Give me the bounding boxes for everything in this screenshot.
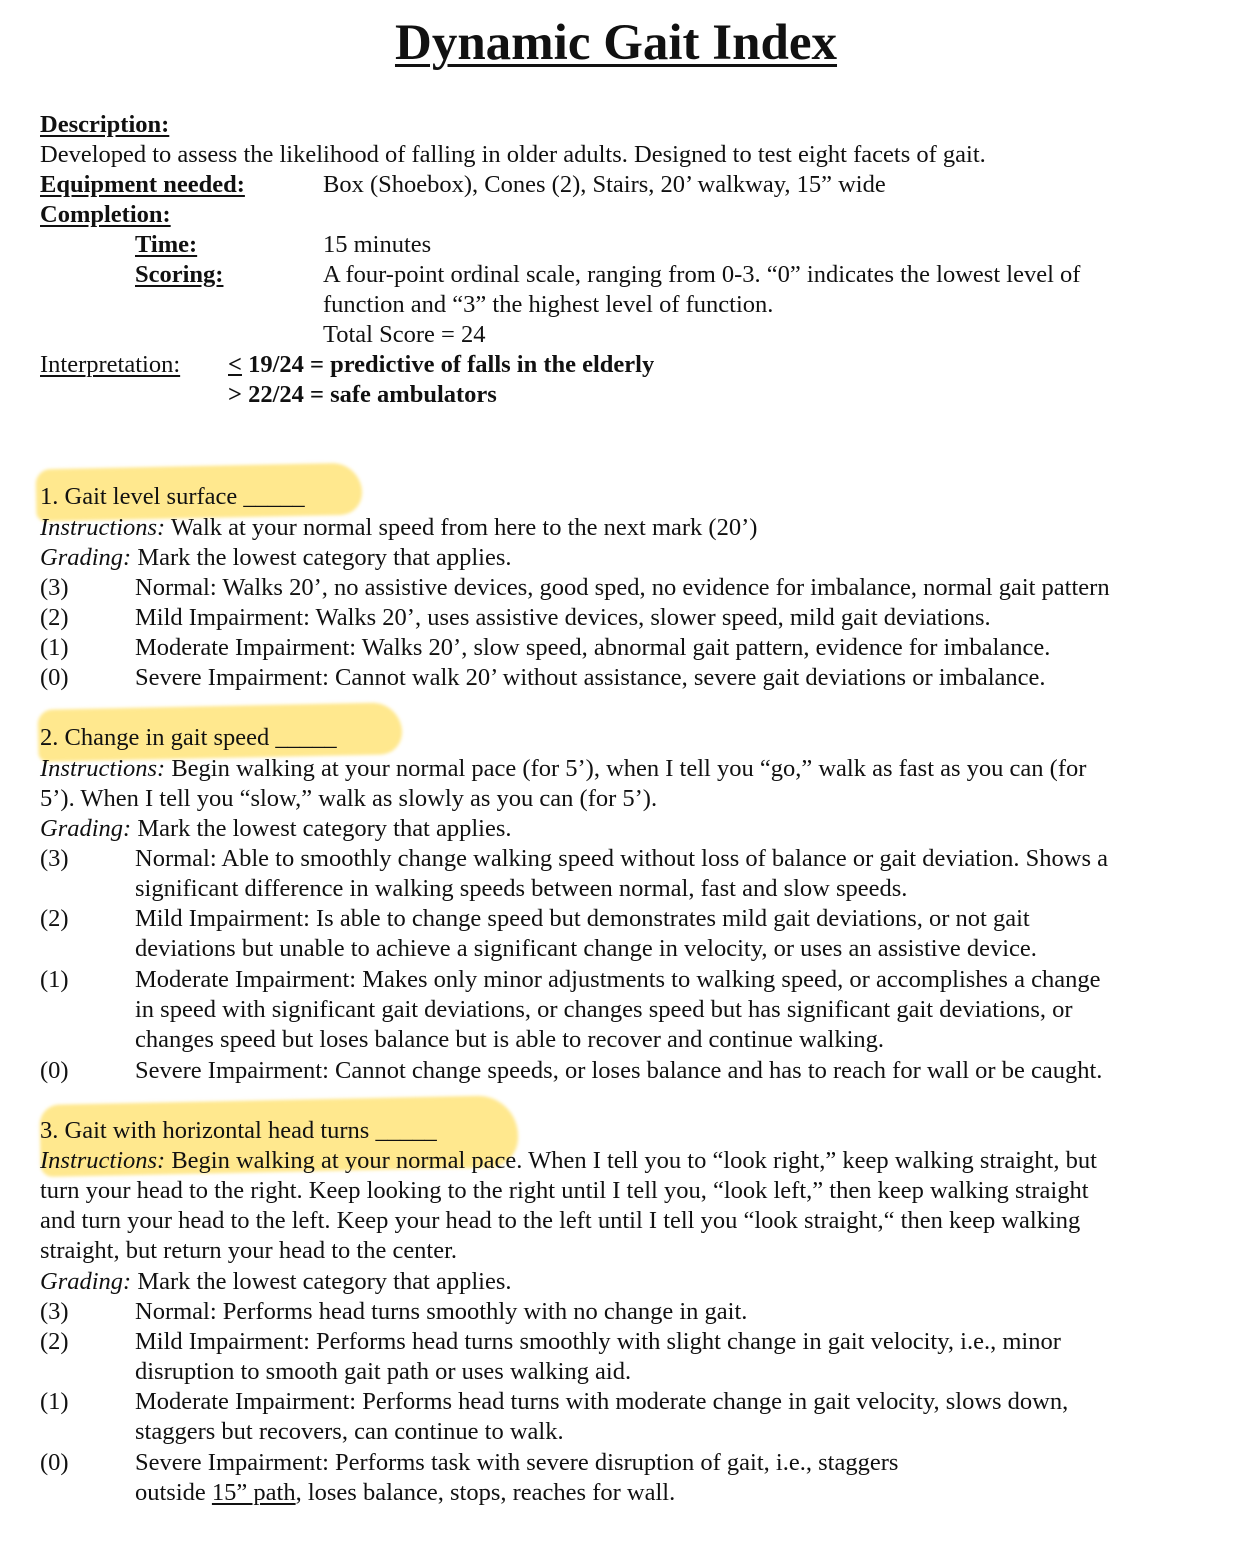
- interpretation-line-2: > 22/24 = safe ambulators: [228, 381, 497, 408]
- section-3-score-0: (0): [40, 1449, 69, 1476]
- section-3-desc-1-line-1: Moderate Impairment: Performs head turns with moderate change in gait velocity, slows down,: [135, 1388, 1069, 1415]
- section-2-score-1: (1): [40, 966, 69, 993]
- section-1-score-0: (0): [40, 664, 69, 691]
- section-2-desc-0: Severe Impairment: Cannot change speeds, or loses balance and has to reach for wall or be caught.: [135, 1057, 1103, 1084]
- section-1-desc-1: Moderate Impairment: Walks 20’, slow speed, abnormal gait pattern, evidence for imbalance.: [135, 634, 1051, 661]
- section-2-desc-3-line-2: significant difference in walking speeds between normal, fast and slow speeds.: [135, 875, 908, 902]
- section-3-instructions-line-3: and turn your head to the left. Keep your head to the left until I tell you “look straight,“ then keep walking: [40, 1207, 1081, 1234]
- section-2-instructions-cont: 5’). When I tell you “slow,” walk as slowly as you can (for 5’).: [40, 785, 658, 812]
- section-1-desc-2: Mild Impairment: Walks 20’, uses assistive devices, slower speed, mild gait deviations.: [135, 604, 991, 631]
- section-2-instructions: Instructions: Begin walking at your normal pace (for 5’), when I tell you “go,” walk as fast as you can (for: [40, 755, 1087, 782]
- section-3-heading: 3. Gait with horizontal head turns _____: [40, 1117, 437, 1144]
- section-3-score-2: (2): [40, 1328, 69, 1355]
- scoring-text-line-2: function and “3” the highest level of function.: [323, 291, 774, 318]
- section-2-score-2: (2): [40, 905, 69, 932]
- section-2-desc-1-line-3: changes speed but loses balance but is able to recover and continue walking.: [135, 1026, 885, 1053]
- time-text: 15 minutes: [323, 231, 432, 258]
- interpretation-line-1: [228, 350, 654, 380]
- section-1-score-3: (3): [40, 574, 69, 601]
- less-equal-symbol: <: [228, 351, 242, 378]
- section-2-score-0: (0): [40, 1057, 69, 1084]
- equipment-text: Box (Shoebox), Cones (2), Stairs, 20’ walkway, 15” wide: [323, 171, 886, 198]
- section-3-desc-3: Normal: Performs head turns smoothly with no change in gait.: [135, 1298, 748, 1325]
- section-2-heading: 2. Change in gait speed _____: [40, 724, 337, 751]
- section-3-desc-0-line-2: outside 15” path, loses balance, stops, reaches for wall.: [135, 1479, 676, 1506]
- path-width-underlined: 15” path: [211, 1479, 296, 1506]
- scoring-text-line-1: A four-point ordinal scale, ranging from 0-3. “0” indicates the lowest level of: [323, 261, 1081, 288]
- section-2-score-3: (3): [40, 845, 69, 872]
- section-1-desc-3: Normal: Walks 20’, no assistive devices, good sped, no evidence for imbalance, normal gait pattern: [135, 574, 1110, 601]
- section-3-desc-0-line-1: Severe Impairment: Performs task with severe disruption of gait, i.e., staggers: [135, 1449, 899, 1476]
- description-text: Developed to assess the likelihood of falling in older adults. Designed to test eight facets of gait.: [40, 141, 986, 168]
- section-2-desc-1-line-1: Moderate Impairment: Makes only minor adjustments to walking speed, or accomplishes a change: [135, 966, 1101, 993]
- section-3-score-3: (3): [40, 1298, 69, 1325]
- scoring-text-line-3: Total Score = 24: [323, 321, 486, 348]
- section-1-score-2: (2): [40, 604, 69, 631]
- section-3-instructions-line-4: straight, but return your head to the center.: [40, 1237, 458, 1264]
- section-3-score-1: (1): [40, 1388, 69, 1415]
- section-1-score-1: (1): [40, 634, 69, 661]
- section-2-grading: Grading: Mark the lowest category that applies.: [40, 815, 512, 842]
- section-3-instructions-line-2: turn your head to the right. Keep looking to the right until I tell you, “look left,” then keep walking straight: [40, 1177, 1089, 1204]
- time-label: Time:: [135, 231, 198, 258]
- section-3-desc-1-line-2: staggers but recovers, can continue to walk.: [135, 1418, 564, 1445]
- section-3-grading: Grading: Mark the lowest category that applies.: [40, 1268, 512, 1295]
- section-3-desc-2-line-2: disruption to smooth gait path or uses walking aid.: [135, 1358, 632, 1385]
- page-title: Dynamic Gait Index: [394, 15, 838, 71]
- equipment-label: Equipment needed:: [40, 171, 245, 198]
- interpretation-label: Interpretation:: [40, 351, 181, 378]
- section-1-instructions: Instructions: Walk at your normal speed from here to the next mark (20’): [40, 514, 758, 541]
- section-1-heading: 1. Gait level surface _____: [40, 483, 305, 510]
- completion-label: Completion:: [40, 201, 171, 228]
- scoring-label: Scoring:: [135, 261, 224, 288]
- section-2-desc-3-line-1: Normal: Able to smoothly change walking speed without loss of balance or gait deviation. Shows a: [135, 845, 1109, 872]
- section-2-desc-2-line-1: Mild Impairment: Is able to change speed but demonstrates mild gait deviations, or not gait: [135, 905, 1030, 932]
- section-1-desc-0: Severe Impairment: Cannot walk 20’ without assistance, severe gait deviations or imbalance.: [135, 664, 1046, 691]
- description-label: Description:: [40, 111, 170, 138]
- section-3-desc-2-line-1: Mild Impairment: Performs head turns smoothly with slight change in gait velocity, i.e., minor: [135, 1328, 1061, 1355]
- section-1-grading: Grading: Mark the lowest category that applies.: [40, 544, 512, 571]
- section-3-instructions: Instructions: Begin walking at your normal pace. When I tell you to “look right,” keep walking straight, but: [40, 1147, 1097, 1174]
- section-2-desc-1-line-2: in speed with significant gait deviations, or changes speed but has significant gait deviations, or: [135, 996, 1073, 1023]
- interpretation-line-1-text: 19/24 = predictive of falls in the elderly: [241, 351, 655, 378]
- section-2-desc-2-line-2: deviations but unable to achieve a significant change in velocity, or uses an assistive device.: [135, 935, 1037, 962]
